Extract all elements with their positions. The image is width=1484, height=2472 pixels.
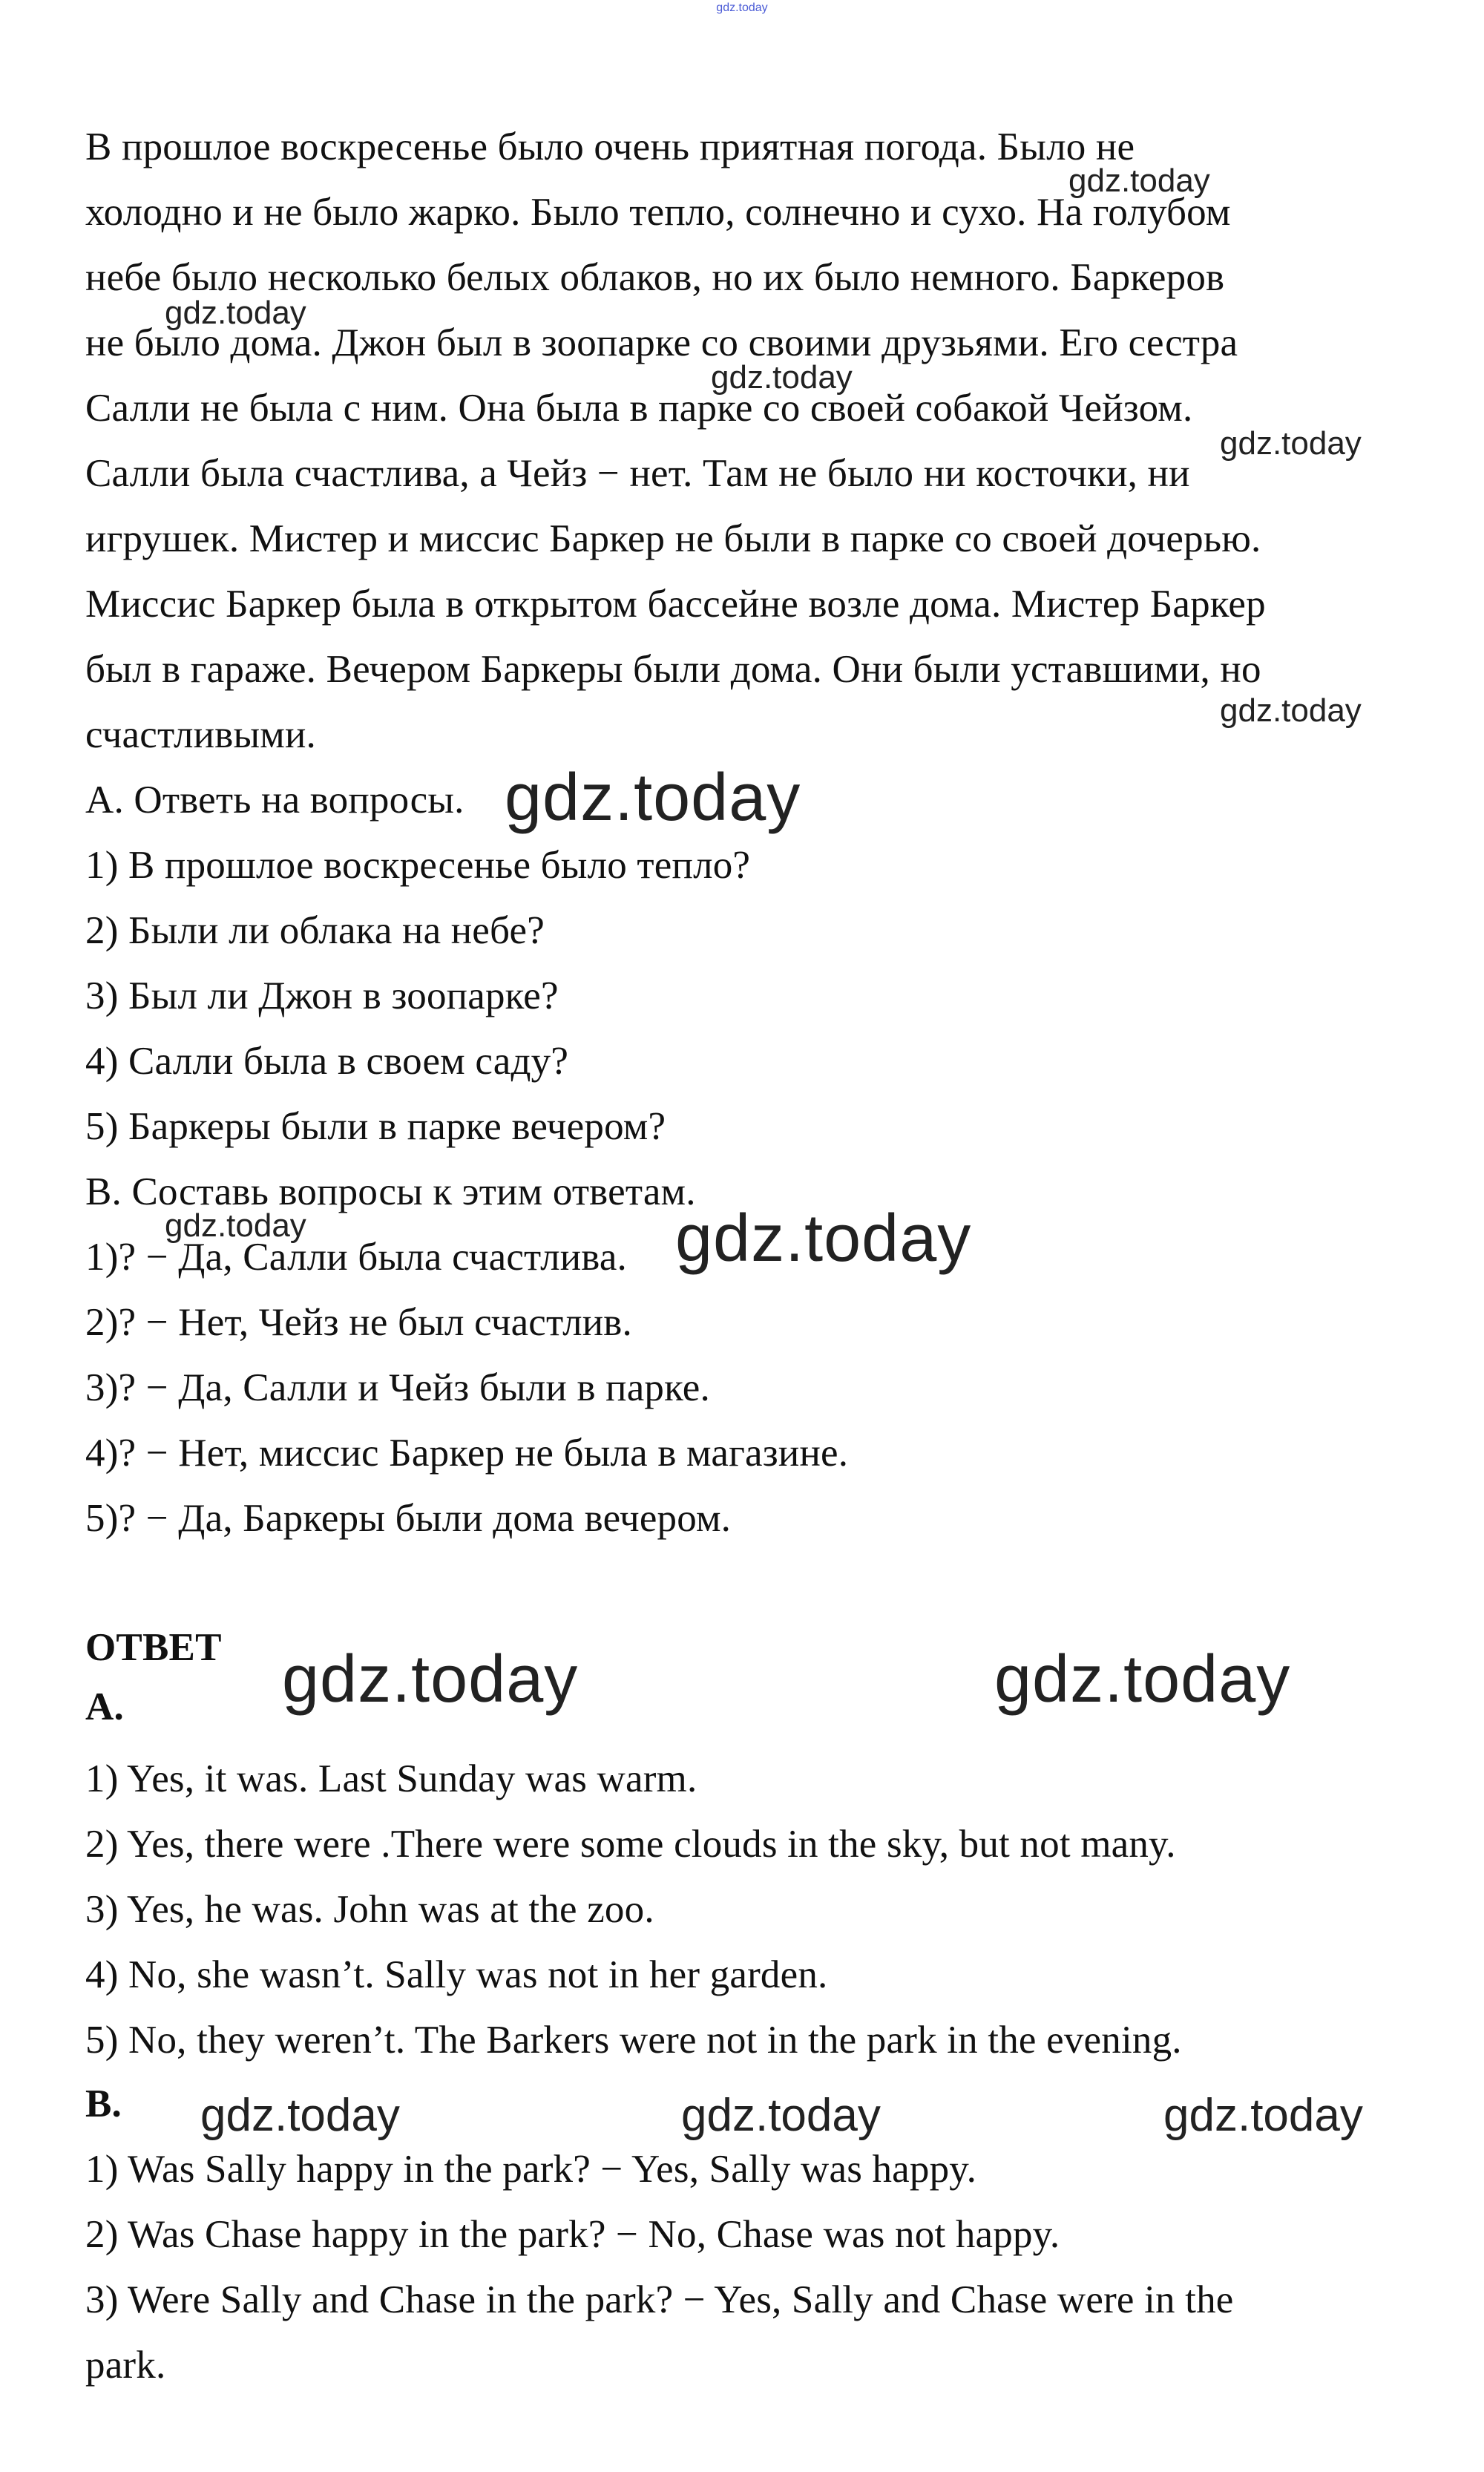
task-a-question: 1) В прошлое воскресенье было тепло? [85,844,751,887]
answer-part-b-label: B. [85,2082,122,2125]
task-b-heading: В. Составь вопросы к этим ответам. [85,1170,696,1213]
passage-line: небе было несколько белых облаков, но их было немного. Баркеров [85,256,1225,299]
answer-a-line: 3) Yes, he was. John was at the zoo. [85,1888,654,1931]
answer-a-line: 5) No, they weren’t. The Barkers were not in the park in the evening. [85,2019,1182,2062]
watermark: gdz.today [165,295,306,331]
watermark: gdz.today [165,1207,306,1244]
task-a-heading: А. Ответь на вопросы. [85,778,464,822]
task-b-item: 3)? − Да, Салли и Чейз были в парке. [85,1366,710,1409]
watermark: gdz.today [994,1642,1291,1717]
passage-line: В прошлое воскресенье было очень приятная погода. Было не [85,125,1135,168]
task-a-question: 4) Салли была в своем саду? [85,1040,569,1083]
answer-b-line: 2) Was Chase happy in the park? − No, Chase was not happy. [85,2213,1060,2256]
task-b-item: 1)? − Да, Салли была счастлива. [85,1236,628,1279]
passage-line: игрушек. Мистер и миссис Баркер не были в парке со своей дочерью. [85,517,1261,560]
passage-line: был в гараже. Вечером Баркеры были дома. Они были уставшими, но [85,648,1261,691]
watermark: gdz.today [1220,692,1362,729]
answer-a-line: 1) Yes, it was. Last Sunday was warm. [85,1757,697,1800]
passage-line: Салли не была с ним. Она была в парке со своей собакой Чейзом. [85,387,1193,430]
passage-line: холодно и не было жарко. Было тепло, солнечно и сухо. На голубом [85,191,1231,234]
watermark: gdz.today [681,2090,881,2141]
passage-line: счастливыми. [85,713,317,756]
watermark: gdz.today [675,1201,972,1276]
task-b-item: 2)? − Нет, Чейз не был счастлив. [85,1301,632,1344]
watermark: gdz.today [1163,2090,1363,2141]
watermark: gdz.today [200,2090,400,2141]
answer-a-line: 2) Yes, there were .There were some clouds in the sky, but not many. [85,1823,1176,1866]
answer-title: ОТВЕТ [85,1626,222,1669]
watermark: gdz.today [505,761,801,835]
task-a-question: 5) Баркеры были в парке вечером? [85,1105,666,1148]
site-mark: gdz.today [716,1,768,14]
watermark: gdz.today [711,359,853,396]
answer-a-line: 4) No, she wasn’t. Sally was not in her garden. [85,1953,828,1996]
watermark: gdz.today [282,1642,579,1717]
answer-b-line: 3) Were Sally and Chase in the park? − Yes, Sally and Chase were in the [85,2278,1234,2321]
answer-b-line: 1) Was Sally happy in the park? − Yes, Sally was happy. [85,2148,977,2191]
watermark: gdz.today [1220,425,1362,462]
task-b-item: 4)? − Нет, миссис Баркер не была в магазине. [85,1432,849,1475]
task-a-question: 2) Были ли облака на небе? [85,909,545,952]
task-b-item: 5)? − Да, Баркеры были дома вечером. [85,1497,732,1540]
task-a-question: 3) Был ли Джон в зоопарке? [85,974,559,1017]
watermark: gdz.today [1068,163,1210,199]
passage-line: не было дома. Джон был в зоопарке со своими друзьями. Его сестра [85,321,1238,364]
passage-line: Салли была счастлива, а Чейз − нет. Там не было ни косточки, ни [85,452,1190,495]
passage-line: Миссис Баркер была в открытом бассейне возле дома. Мистер Баркер [85,583,1266,626]
answer-part-a-label: А. [85,1685,124,1728]
answer-b-line: park. [85,2344,166,2387]
